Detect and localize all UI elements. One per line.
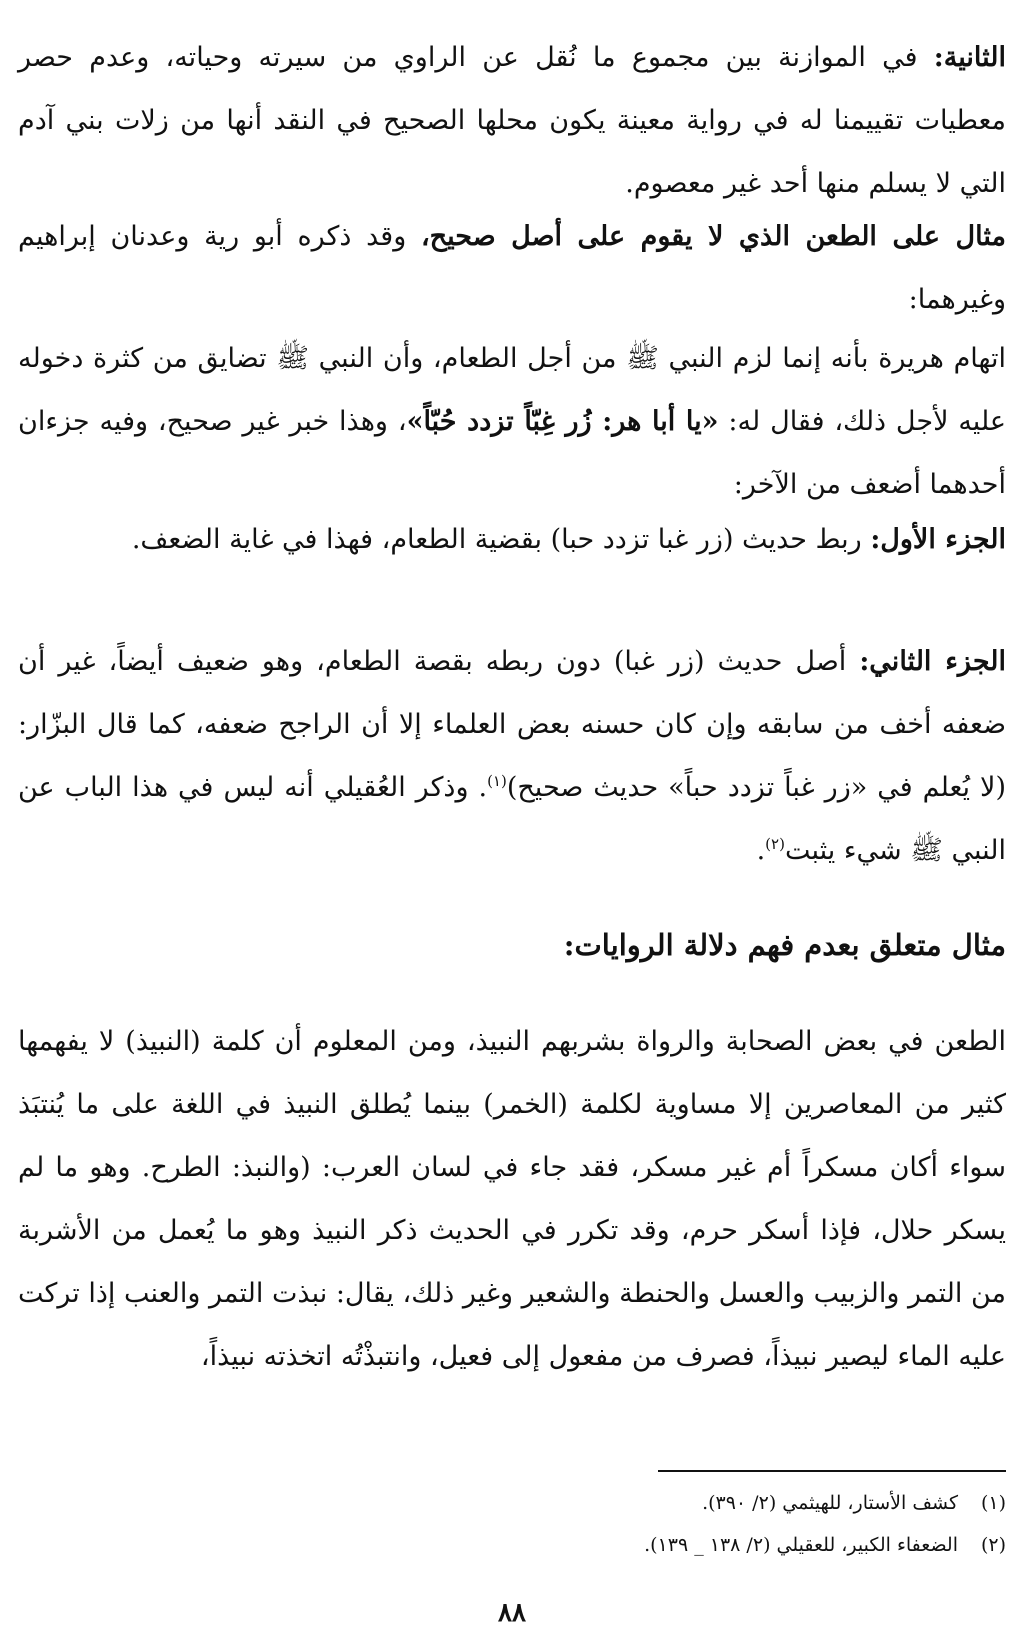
hadith-quote: «يا أبا هر: زُر غِبّاً تزدد حُبّاً» bbox=[406, 406, 719, 437]
page-number: ٨٨ bbox=[498, 1598, 526, 1628]
paragraph-text: وقد ذكره أبو رية وعدنان إبراهيم وغيرهما: bbox=[18, 221, 1006, 315]
paragraph-second-part bbox=[18, 630, 1006, 882]
paragraph-text: اتهام هريرة بأنه إنما لزم النبي ﷺ من أجل الطعام، وأن النبي ﷺ تضايق من كثرة دخوله عليه لأجل ذلك، فقال له: bbox=[18, 343, 1006, 437]
paragraph-first-part bbox=[18, 508, 1006, 571]
paragraph-accusation bbox=[18, 327, 1006, 516]
paragraph-lead: الجزء الثاني: bbox=[859, 646, 1006, 677]
footnote-1 bbox=[18, 1488, 1006, 1518]
paragraph-lead: الجزء الأول: bbox=[870, 524, 1006, 555]
footnote-number: (١) bbox=[980, 1492, 1006, 1514]
footnote-number: (٢) bbox=[980, 1534, 1006, 1556]
footnote-divider bbox=[658, 1470, 1006, 1472]
paragraph-text: في الموازنة بين مجموع ما نُقل عن الراوي من سيرته وحياته، وعدم حصر معطيات تقييمنا له في رواية معينة يكون محلها الصحيح في النقد أنها من زلات بني آدم التي لا يسلم منها أحد غير معصوم. bbox=[18, 42, 1006, 199]
paragraph-text: ، وهذا خبر غير صحيح، وفيه جزءان أحدهما أضعف من الآخر: bbox=[18, 406, 1006, 500]
paragraph-text: . bbox=[756, 835, 766, 866]
paragraph-text: الطعن في بعض الصحابة والرواة بشربهم النبيذ، ومن المعلوم أن كلمة (النبيذ) لا يفهمها كثير من المعاصرين إلا مساوية لكلمة (الخمر) بينما يُطلق النبيذ في اللغة على ما يُنتبَذ سواء أكان مسكراً أم غير مسكر، فقد جاء في لسان العرب: (والنبذ: الطرح. وهو ما لم يسكر حلال، فإذا أسكر حرم، وقد تكرر في الحديث ذكر النبيذ وهو ما يُعمل من الأشربة من التمر والزبيب والعسل والحنطة والشعير وغير ذلك، يقال: نبذت التمر والعنب إذا تركت عليه الماء ليصير نبيذاً، فصرف من مفعول إلى فعيل، وانتبذْتُه اتخذته نبيذاً، bbox=[18, 1026, 1006, 1372]
paragraph-lead: مثال على الطعن الذي لا يقوم على أصل صحيح، bbox=[420, 221, 1006, 252]
paragraph-second-point bbox=[18, 26, 1006, 215]
paragraph-text: أصل حديث (زر غبا) دون ربطه بقصة الطعام، وهو ضعيف أيضاً، غير أن ضعفه أخف من سابقه وإن كان حسنه بعض العلماء إلا أن الراجح ضعفه، كما قال البزّار: (لا يُعلم في «زر غباً تزدد حباً» حديث صحيح) bbox=[18, 646, 1006, 803]
footnote-ref-2: (٢) bbox=[765, 835, 785, 853]
paragraph-text: . وذكر العُقيلي أنه ليس في هذا الباب عن النبي ﷺ شيء يثبت bbox=[18, 772, 1006, 866]
paragraph-nabidh bbox=[18, 1010, 1006, 1388]
paragraph-lead: الثانية: bbox=[933, 42, 1006, 73]
footnote-text: كشف الأستار، للهيثمي (٢/ ٣٩٠). bbox=[702, 1492, 958, 1514]
section-heading: مثال متعلق بعدم فهم دلالة الروايات: bbox=[563, 928, 1006, 962]
footnote-2 bbox=[18, 1530, 1006, 1560]
footnote-ref-1: (١) bbox=[487, 772, 507, 790]
footnote-text: الضعفاء الكبير، للعقيلي (٢/ ١٣٨ _ ١٣٩). bbox=[644, 1534, 958, 1556]
paragraph-example-unfounded bbox=[18, 205, 1006, 331]
paragraph-text: ربط حديث (زر غبا تزدد حبا) بقضية الطعام، فهذا في غاية الضعف. bbox=[131, 524, 862, 555]
